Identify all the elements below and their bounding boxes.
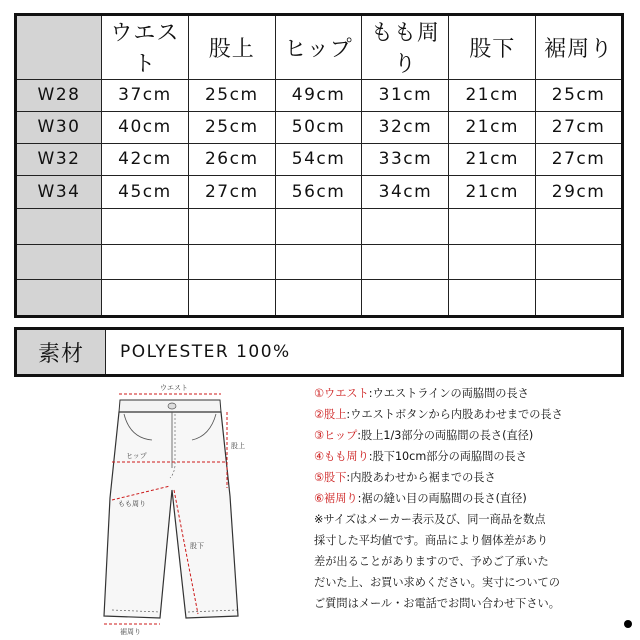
cell: 37cm	[102, 79, 189, 111]
disclaimer-line: 差が出ることがありますので、予めご了承いた	[314, 555, 549, 568]
note-item: ①ウエスト:ウエストラインの両脇間の長さ	[314, 387, 529, 400]
empty-cell	[102, 244, 189, 280]
note-item: ③ヒップ:股上1/3部分の両脇間の長さ(直径)	[314, 429, 534, 442]
cell: 21cm	[449, 111, 536, 143]
note-item: ⑥裾周り:裾の縫い目の両脇間の長さ(直径)	[314, 492, 527, 505]
header-hem: 裾周り	[536, 15, 623, 80]
cell: 49cm	[275, 79, 362, 111]
disclaimer-line: 採寸した平均値です。商品により個体差があり	[314, 534, 549, 547]
diagram-label-hem: 裾周り	[120, 628, 141, 636]
header-thigh: もも周り	[362, 15, 449, 80]
cell: 32cm	[362, 111, 449, 143]
cell: 21cm	[449, 175, 536, 208]
corner-dot	[624, 620, 632, 628]
empty-cell	[362, 244, 449, 280]
empty-size-label	[16, 280, 102, 317]
diagram-label-inseam: 股下	[190, 542, 204, 550]
cell: 27cm	[188, 175, 275, 208]
cell: 25cm	[536, 79, 623, 111]
empty-cell	[362, 280, 449, 317]
empty-cell	[536, 280, 623, 317]
cell: 42cm	[102, 143, 189, 175]
empty-size-label	[16, 209, 102, 245]
table-row	[16, 79, 623, 111]
cell: 45cm	[102, 175, 189, 208]
empty-cell	[102, 209, 189, 245]
empty-cell	[188, 244, 275, 280]
empty-cell	[102, 280, 189, 317]
cell: 27cm	[536, 111, 623, 143]
cell: 21cm	[449, 79, 536, 111]
pants-diagram	[90, 378, 310, 640]
cell: 54cm	[275, 143, 362, 175]
empty-cell	[275, 244, 362, 280]
disclaimer-line: ※サイズはメーカー表示及び、同一商品を数点	[314, 513, 546, 526]
corner-cell	[16, 15, 102, 80]
empty-row	[16, 280, 623, 317]
table-row	[16, 175, 623, 208]
diagram-label-hip: ヒップ	[126, 452, 147, 460]
measurement-notes	[314, 383, 634, 614]
header-hip: ヒップ	[275, 15, 362, 80]
empty-row	[16, 244, 623, 280]
empty-cell	[275, 209, 362, 245]
cell: 33cm	[362, 143, 449, 175]
size-label: W30	[16, 111, 102, 143]
empty-cell	[188, 280, 275, 317]
diagram-label-waist: ウエスト	[160, 384, 188, 392]
cell: 25cm	[188, 111, 275, 143]
empty-row	[16, 209, 623, 245]
empty-cell	[449, 244, 536, 280]
header-row	[16, 15, 623, 80]
header-rise: 股上	[188, 15, 275, 80]
empty-cell	[449, 209, 536, 245]
disclaimer	[314, 509, 634, 614]
disclaimer-line: だいた上、お買い求めください。実寸についての	[314, 576, 560, 589]
cell: 40cm	[102, 111, 189, 143]
cell: 31cm	[362, 79, 449, 111]
cell: 50cm	[275, 111, 362, 143]
table-row	[16, 143, 623, 175]
cell: 26cm	[188, 143, 275, 175]
material-label: 素材	[17, 330, 106, 374]
empty-cell	[362, 209, 449, 245]
diagram-label-rise: 股上	[231, 442, 245, 450]
cell: 25cm	[188, 79, 275, 111]
cell: 21cm	[449, 143, 536, 175]
disclaimer-line: ご質問はメール・お電話でお問い合わせ下さい。	[314, 597, 560, 610]
note-item: ④もも周り:股下10cm部分の両脇間の長さ	[314, 450, 527, 463]
size-label: W34	[16, 175, 102, 208]
material-box	[14, 327, 624, 377]
empty-cell	[536, 209, 623, 245]
empty-cell	[536, 244, 623, 280]
empty-size-label	[16, 244, 102, 280]
empty-cell	[275, 280, 362, 317]
material-value: POLYESTER 100%	[120, 342, 291, 362]
size-label: W32	[16, 143, 102, 175]
cell: 56cm	[275, 175, 362, 208]
cell: 29cm	[536, 175, 623, 208]
diagram-label-thigh: もも周り	[118, 500, 146, 508]
note-item: ⑤股下:内股あわせから裾までの長さ	[314, 471, 496, 484]
note-item: ②股上:ウエストボタンから内股あわせまでの長さ	[314, 408, 563, 421]
cell: 27cm	[536, 143, 623, 175]
header-inseam: 股下	[449, 15, 536, 80]
header-waist: ウエスト	[102, 15, 189, 80]
size-label: W28	[16, 79, 102, 111]
cell: 34cm	[362, 175, 449, 208]
empty-cell	[449, 280, 536, 317]
empty-cell	[188, 209, 275, 245]
table-row	[16, 111, 623, 143]
size-table	[14, 13, 624, 318]
